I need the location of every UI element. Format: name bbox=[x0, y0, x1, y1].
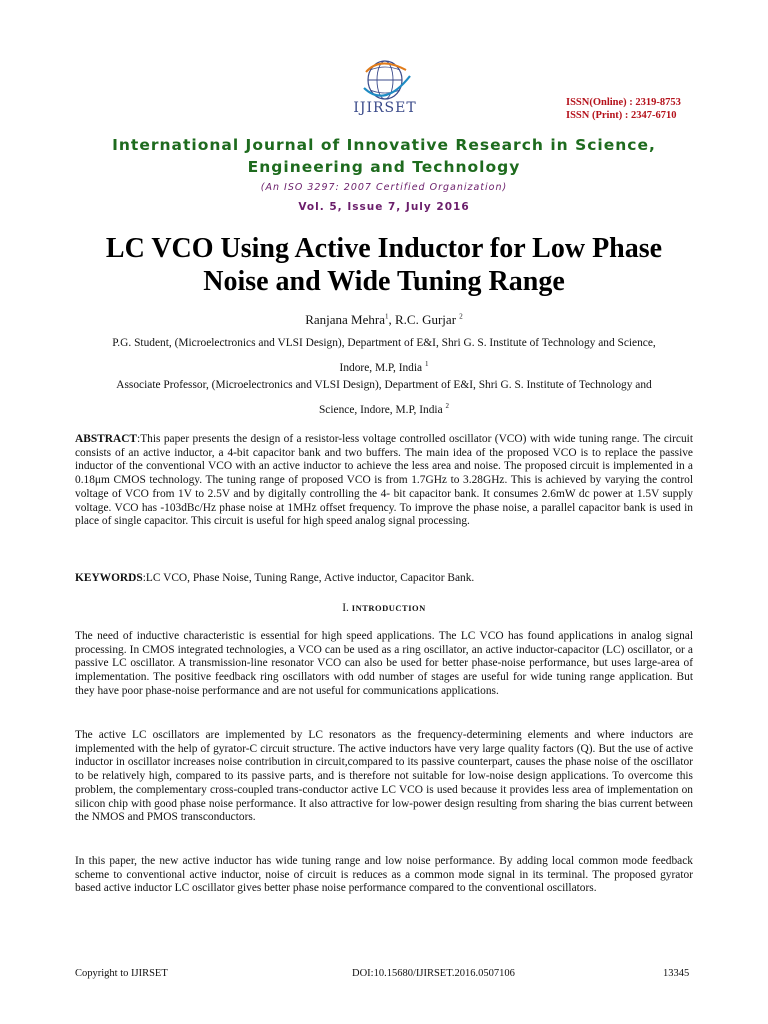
affiliation-2 bbox=[64, 375, 704, 421]
issn-block bbox=[566, 96, 681, 122]
issn-print: ISSN (Print) : 2347-6710 bbox=[566, 110, 677, 121]
footer-doi: DOI:10.15680/IJIRSET.2016.0507106 bbox=[352, 968, 515, 979]
journal-logo bbox=[340, 58, 430, 120]
paper-title-line1: LC VCO Using Active Inductor for Low Phase bbox=[105, 233, 663, 264]
author-name: R.C. Gurjar bbox=[395, 312, 457, 327]
intro-paragraph-2: The active LC oscillators are implemented by LC resonators as the frequency-determining elements and where inductors are implemented with the help of gyrator-C circuit structure. The active inductors have very large quality factors (Q). But the use of active inductor in oscillator increases noise contribution in circuit,compared to its passive counterpart, causes the phase noise of the oscillator to be relatively high, compared to its passive parts, and is therefore not suitable for low-noise design applications. To overcome this problem, the complementary cross-coupled trans-conductor active LC VCO is used because it provides less area of implementation on silicon chip with good phase noise performance. It also attractive for low-power design resulting from sharing the bias current between the NMOS and PMOS transconductors. bbox=[75, 729, 693, 824]
section-heading bbox=[0, 602, 768, 614]
affiliation-2-line1: Associate Professor, (Microelectronics and VLSI Design), Department of E&I, Shri G. S. Institute of Technology and bbox=[116, 379, 652, 391]
affiliation-1-line1: P.G. Student, (Microelectronics and VLSI Design), Department of E&I, Shri G. S. Institute of Technology and Science, bbox=[112, 337, 656, 349]
footer-copyright: Copyright to IJIRSET bbox=[75, 968, 168, 979]
affiliation-1-line2: Indore, M.P, India bbox=[339, 361, 423, 374]
abstract bbox=[75, 433, 693, 529]
section-number: I. bbox=[342, 602, 349, 614]
abstract-label: ABSTRACT bbox=[75, 433, 138, 445]
abstract-text: :This paper presents the design of a resistor-less voltage controlled oscillator (VCO) with wide tuning range. The circuit consists of an active inductor, a 4-bit capacitor bank and two buffers. The main idea of the proposed VCO is to replace the passive inductor of the conventional VCO with an active inductor to achieve the less area and noise. The proposed circuit is implemented in a 0.18μm CMOS technology. The tuning range of proposed VCO is from 1.7GHz to 3.28GHz. This is achieved by varying the control voltage of VCO from 1V to 2.5V and by digitally controlling the 4- bit capacitor bank. It consumes 2.6mW dc power at 1.5V supply voltage. VCO has -103dBc/Hz phase noise at 1MHz offset frequency. To improve the phase noise, a parallel capacitor bank is used in place of single capacitor. This circuit is useful for high speed analog signal processing. bbox=[75, 433, 693, 528]
journal-name bbox=[0, 134, 768, 178]
page-number: 13345 bbox=[663, 968, 690, 979]
issn-online: ISSN(Online) : 2319-8753 bbox=[566, 97, 681, 108]
author-name: Ranjana Mehra bbox=[305, 312, 385, 327]
affiliation-1-mark: 1 bbox=[424, 360, 429, 368]
journal-name-line2: Engineering and Technology bbox=[247, 158, 521, 176]
paper-title-line2: Noise and Wide Tuning Range bbox=[203, 266, 565, 297]
author-affiliation-mark: 1 bbox=[385, 312, 389, 321]
journal-name-line1: International Journal of Innovative Research in Science, bbox=[112, 136, 656, 154]
author-affiliation-mark: 2 bbox=[459, 312, 463, 321]
certification-note: (An ISO 3297: 2007 Certified Organization) bbox=[260, 182, 508, 193]
affiliation-1 bbox=[64, 333, 704, 379]
section-title: INTRODUCTION bbox=[351, 603, 426, 613]
logo-text: IJIRSET bbox=[353, 100, 417, 116]
volume-issue: Vol. 5, Issue 7, July 2016 bbox=[298, 201, 470, 213]
paper-title bbox=[40, 232, 728, 298]
keywords bbox=[75, 572, 693, 586]
affiliation-2-mark: 2 bbox=[445, 402, 450, 410]
intro-paragraph-1: The need of inductive characteristic is essential for high speed applications. The LC VCO has found applications in analog signal processing. In CMOS integrated technologies, a VCO can be used as a ring oscillator, an active inductor-capacitor (LC) oscillator, or a passive LC oscillator. A transmission-line resonator VCO can also be used for better phase-noise performance, but uses large-area of implementation. The positive feedback ring oscillators with odd number of stages are useful for wide tuning range application. But they have poor phase-noise performance and are not useful for communications applications. bbox=[75, 630, 693, 697]
intro-paragraph-3: In this paper, the new active inductor has wide tuning range and low noise performance. By adding local common mode feedback scheme to conventional active inductor, noise of circuit is reduces as a common mode signal in its terminal. The proposed gyrator based active inductor LC oscillator gives better phase noise performance compared to the conventional oscillators. bbox=[75, 855, 693, 895]
globe-icon bbox=[340, 58, 430, 102]
keywords-label: KEYWORDS bbox=[75, 572, 143, 584]
keywords-text: :LC VCO, Phase Noise, Tuning Range, Active inductor, Capacitor Bank. bbox=[142, 572, 475, 584]
affiliation-2-line2: Science, Indore, M.P, India bbox=[318, 403, 443, 416]
author-list: Ranjana Mehra$^1$, R.C. Gurjar $^2$ bbox=[305, 312, 463, 327]
